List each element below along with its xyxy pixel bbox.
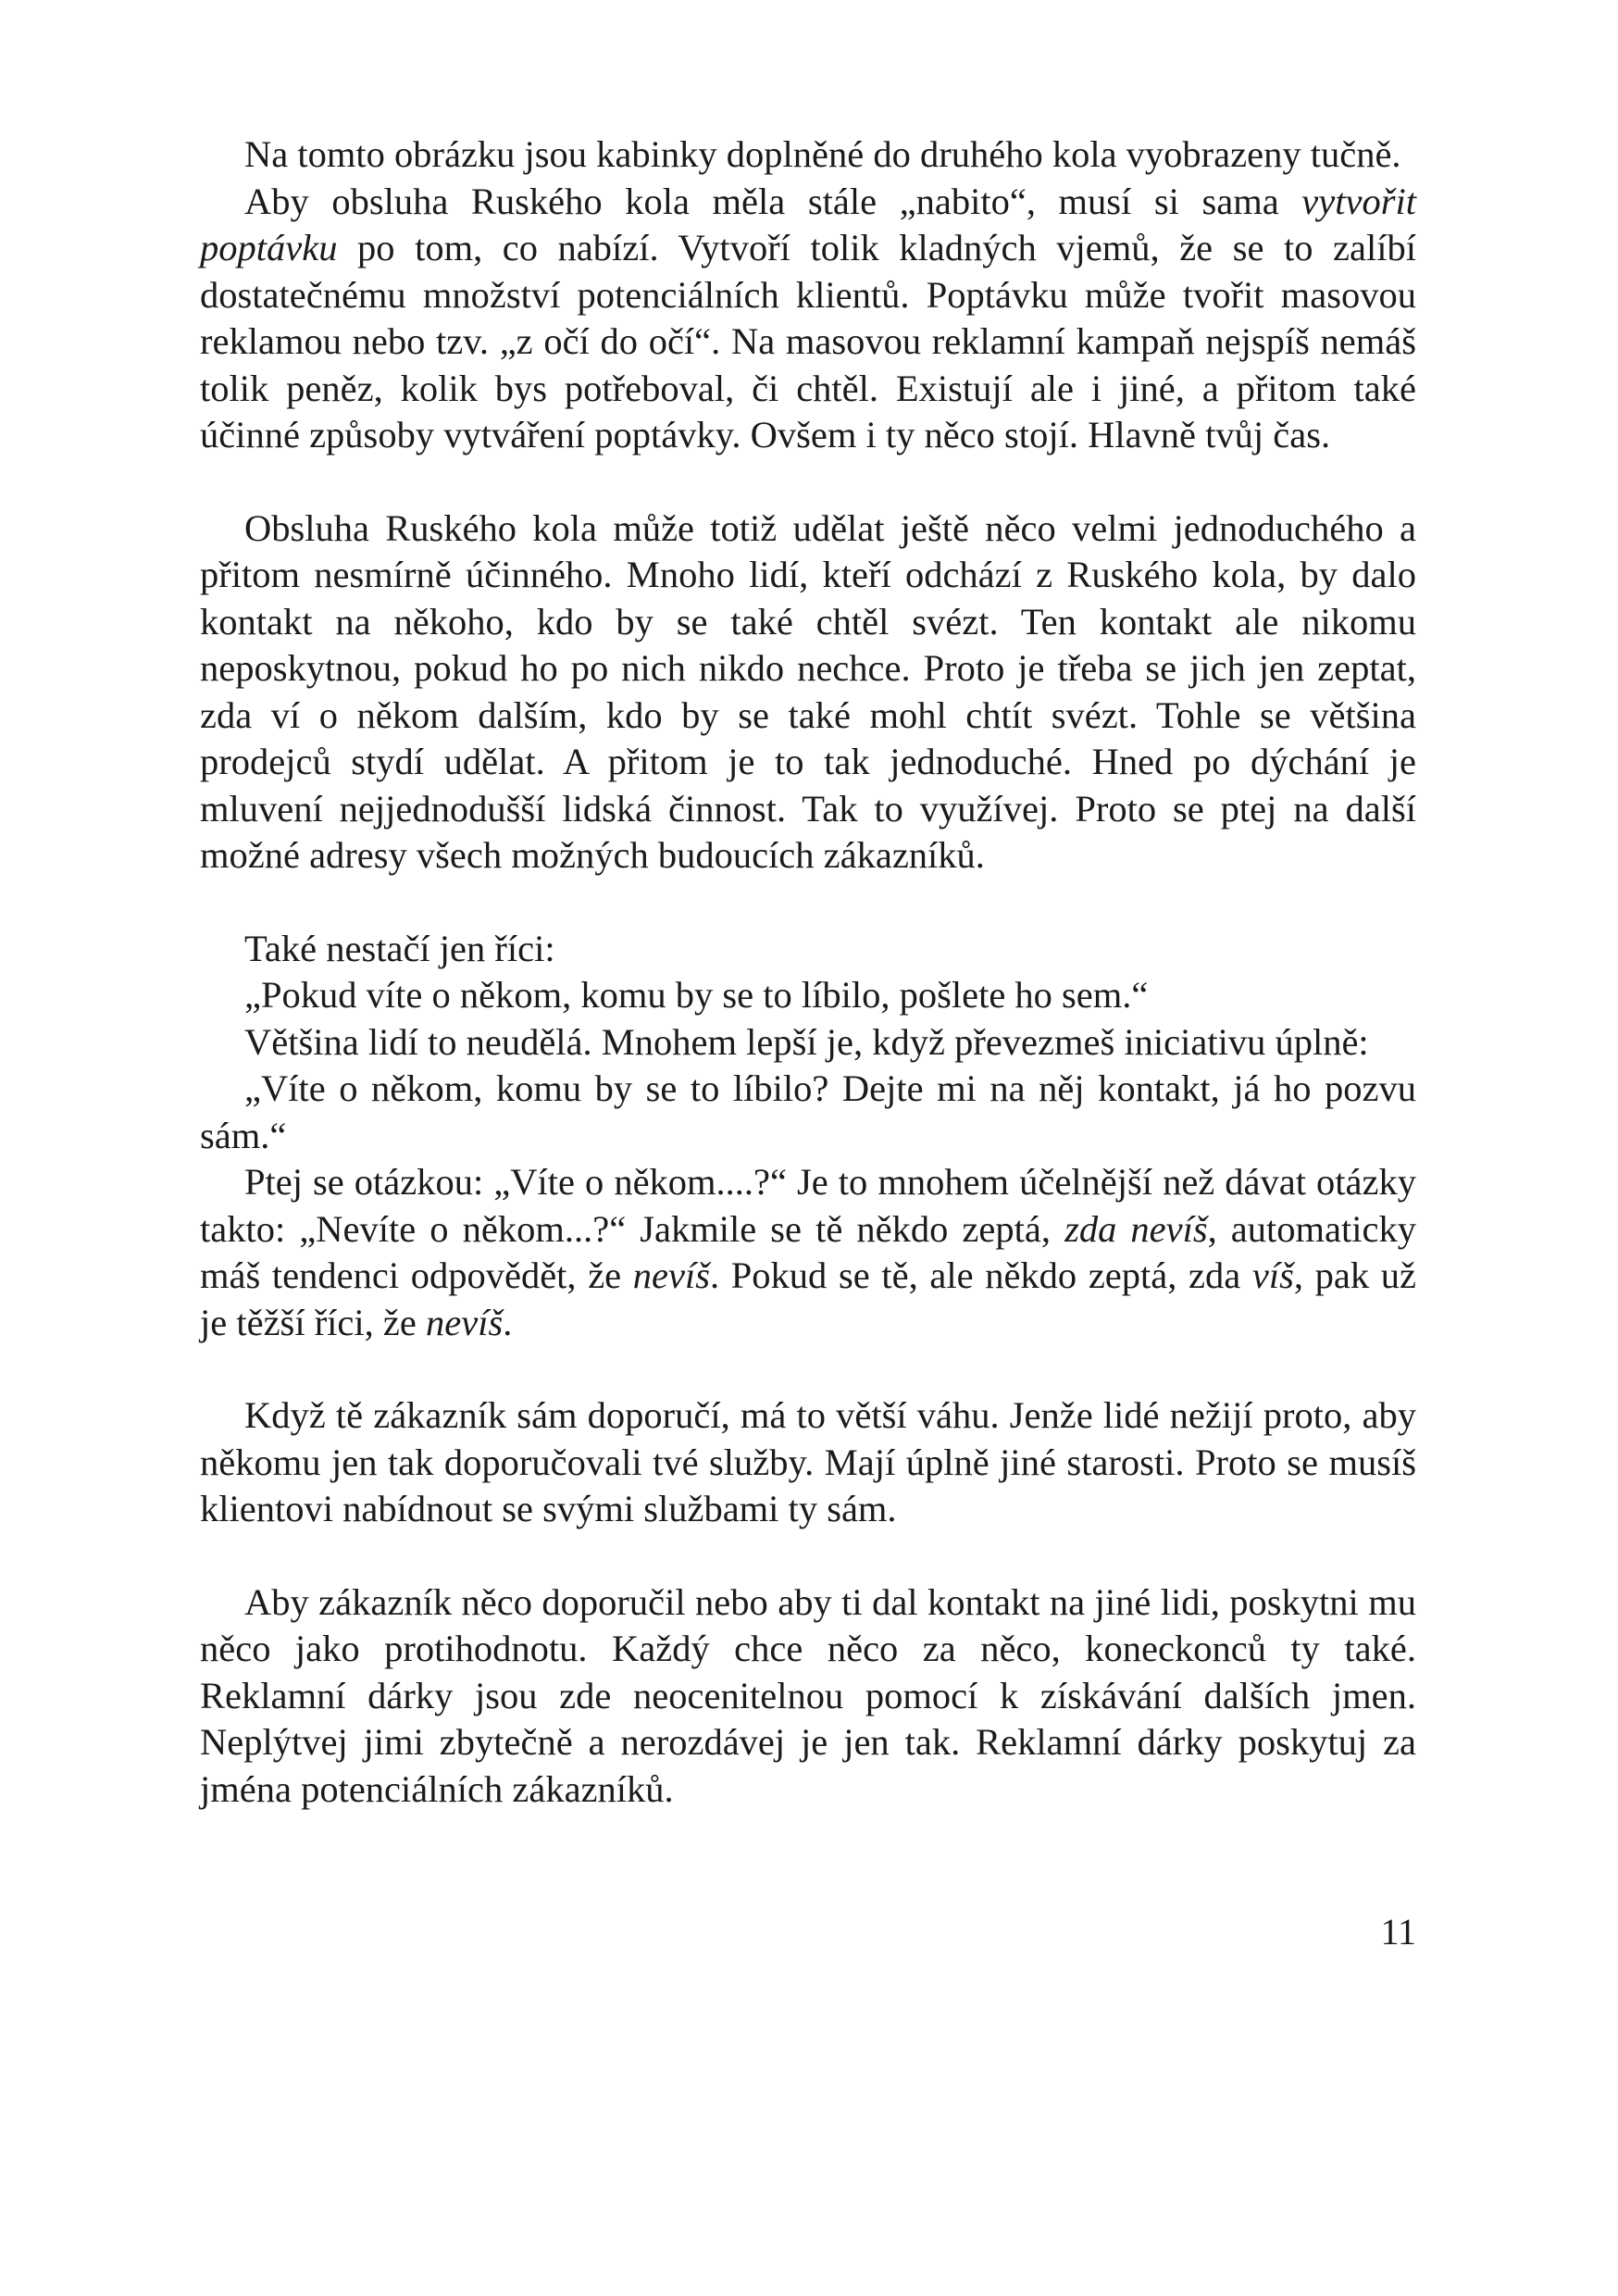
italic-text: nevíš	[426, 1301, 504, 1343]
italic-text: vytvořit poptávku	[200, 180, 1416, 268]
body-text	[200, 131, 1416, 1813]
page-number: 11	[1380, 1911, 1416, 1953]
text-run: „Pokud víte o někom, komu by se to líbilo, pošlete ho sem.“	[244, 974, 1149, 1016]
paragraph	[200, 926, 1416, 973]
paragraph	[200, 1159, 1416, 1346]
text-run: . Pokud se tě, ale někdo zeptá, zda	[710, 1254, 1252, 1296]
italic-text: víš	[1251, 1254, 1294, 1296]
text-run: Aby obsluha Ruského kola měla stále „nabito“, musí si sama	[244, 180, 1302, 222]
text-run: Aby zákazník něco doporučil nebo aby ti dal kontakt na jiné lidi, poskytni mu něco jako protihodnotu. Každý chce něco za něco, koneckonců ty také. Reklamní dárky jsou zde neocenitelnou pomocí k získávání dalších jmen. Neplýtvej jimi zbytečně a nerozdávej je jen tak. Reklamní dárky poskytuj za jména potenciálních zákazníků.	[200, 1580, 1416, 1810]
text-run: .	[503, 1301, 513, 1343]
italic-text: zda nevíš	[1064, 1207, 1208, 1250]
paragraph	[200, 972, 1416, 1019]
paragraph	[200, 131, 1416, 179]
text-run: Také nestačí jen říci:	[244, 927, 555, 969]
text-run: Když tě zákazník sám doporučí, má to větší váhu. Jenže lidé nežijí proto, aby někomu jen tak doporučovali tvé služby. Mají úplně jiné starosti. Proto se musíš klientovi nabídnout se svými službami ty sám.	[200, 1394, 1416, 1529]
paragraph	[200, 1392, 1416, 1533]
paragraph	[200, 1019, 1416, 1067]
text-run: , pak už je těžší říci, že	[200, 1254, 1416, 1343]
text-run: Obsluha Ruského kola může totiž udělat ještě něco velmi jednoduchého a přitom nesmírně účinného. Mnoho lidí, kteří odchází z Ruského kola, by dalo kontakt na někoho, kdo by se také chtěl svézt. Ten kontakt ale nikomu neposkytnou, pokud ho po nich nikdo nechce. Proto je třeba se jich jen zeptat, zda ví o někom dalším, kdo by se také mohl chtít svézt. Tohle se většina prodejců stydí udělat. A přitom je to tak jednoduché. Hned po dýchání je mluvení nejjednodušší lidská činnost. Tak to využívej. Proto se ptej na další možné adresy všech možných budoucích zákazníků.	[200, 506, 1416, 876]
paragraph	[200, 1579, 1416, 1814]
text-run: Na tomto obrázku jsou kabinky doplněné do druhého kola vyobrazeny tučně.	[244, 133, 1401, 175]
text-run: , automaticky máš tendenci odpovědět, že	[200, 1207, 1416, 1296]
paragraph	[200, 179, 1416, 459]
text-run: Ptej se otázkou: „Víte o někom....?“ Je to mnohem účelnější než dávat otázky takto: „Nevíte o někom...?“ Jakmile se tě někdo zeptá,	[200, 1161, 1416, 1250]
text-run: po tom, co nabízí. Vytvoří tolik kladných vjemů, že se to zalíbí dostatečnému množství potenciálních klientů. Poptávku může tvořit masovou reklamou nebo tzv. „z očí do očí“. Na masovou reklamní kampaň nejspíš nemáš tolik peněz, kolik bys potřeboval, či chtěl. Existují ale i jiné, a přitom také účinné způsoby vytváření poptávky. Ovšem i ty něco stojí. Hlavně tvůj čas.	[200, 227, 1416, 455]
paragraph	[200, 505, 1416, 880]
text-run: Většina lidí to neudělá. Mnohem lepší je, když převezmeš iniciativu úplně:	[244, 1020, 1369, 1063]
italic-text: nevíš	[632, 1254, 711, 1296]
paragraph	[200, 1066, 1416, 1159]
text-run: „Víte o někom, komu by se to líbilo? Dejte mi na něj kontakt, já ho pozvu sám.“	[200, 1067, 1416, 1156]
